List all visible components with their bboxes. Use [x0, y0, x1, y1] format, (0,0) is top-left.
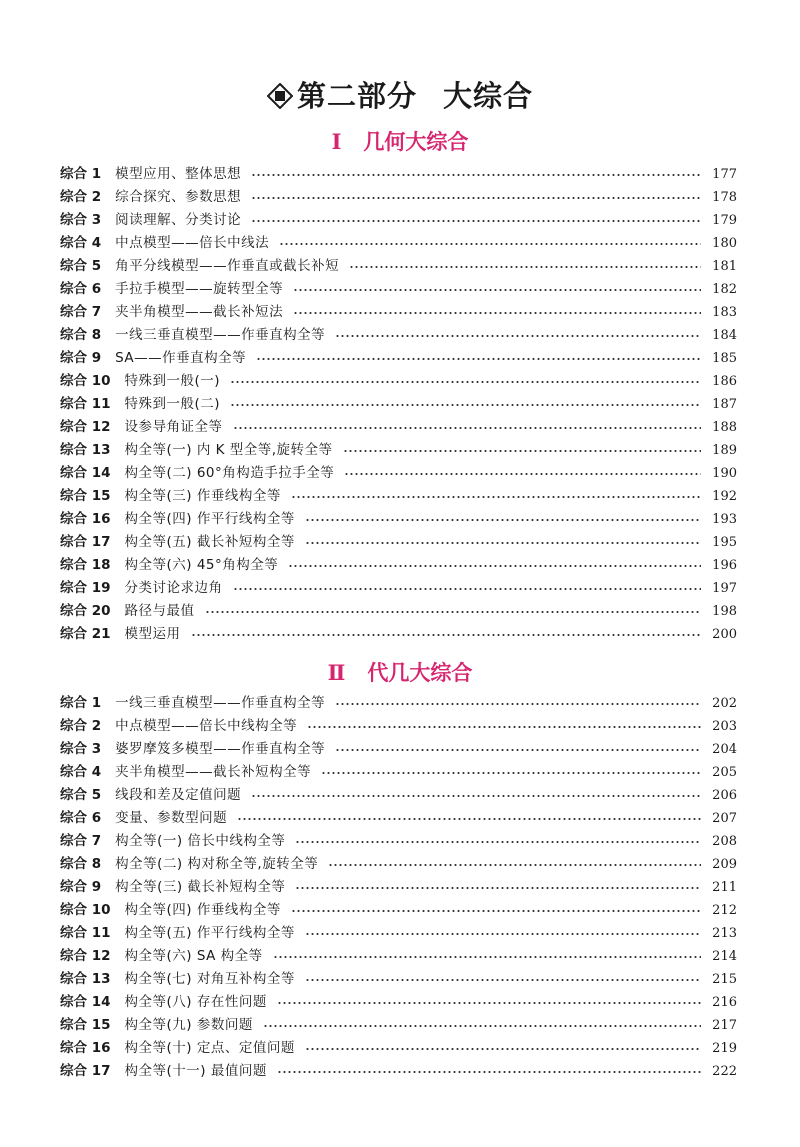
- dot-leader: [293, 312, 701, 314]
- dot-leader: [344, 473, 701, 475]
- toc-entry[interactable]: [60, 186, 737, 209]
- toc-entry[interactable]: [60, 232, 737, 255]
- toc-entry[interactable]: [60, 761, 737, 784]
- entry-title: 构全等(四) 作平行线构全等: [124, 511, 295, 527]
- entry-label: 综合 14: [60, 465, 111, 481]
- entry-title: 构全等(三) 作垂线构全等: [124, 488, 281, 504]
- entry-title: 构全等(二) 60°角构造手拉手全等: [124, 465, 335, 481]
- entry-label: 综合 18: [60, 557, 111, 573]
- toc-list-algebra-geometry: [60, 692, 737, 1083]
- entry-label: 综合 12: [60, 948, 111, 964]
- entry-label: 综合 10: [60, 373, 111, 389]
- dot-leader: [291, 496, 701, 498]
- entry-page-number: 196: [712, 558, 737, 573]
- dot-leader: [233, 588, 702, 590]
- entry-page-number: 200: [712, 627, 737, 642]
- dot-leader: [230, 381, 701, 383]
- entry-title: 构全等(二) 构对称全等,旋转全等: [115, 856, 319, 872]
- entry-page-number: 188: [712, 420, 737, 435]
- entry-page-number: 198: [712, 604, 737, 619]
- dot-leader: [305, 519, 701, 521]
- toc-entry[interactable]: [60, 991, 737, 1014]
- dot-leader: [328, 864, 701, 866]
- entry-page-number: 178: [712, 190, 737, 205]
- entry-title: 角平分线模型——作垂直或截长补短: [115, 258, 340, 274]
- entry-title: 特殊到一般(二): [124, 396, 221, 412]
- dot-leader: [305, 933, 701, 935]
- entry-title: 构全等(十) 定点、定值问题: [124, 1040, 295, 1056]
- toc-entry[interactable]: [60, 692, 737, 715]
- entry-label: 综合 8: [60, 856, 102, 872]
- toc-entry[interactable]: [60, 439, 737, 462]
- entry-label: 综合 6: [60, 810, 102, 826]
- entry-page-number: 197: [712, 581, 737, 596]
- dot-leader: [277, 1002, 701, 1004]
- dot-leader: [305, 1048, 701, 1050]
- entry-title: 路径与最值: [124, 603, 195, 619]
- entry-title: 夹半角模型——截长补短构全等: [115, 764, 312, 780]
- entry-label: 综合 4: [60, 764, 102, 780]
- entry-label: 综合 11: [60, 396, 111, 412]
- toc-entry[interactable]: [60, 1060, 737, 1083]
- dot-leader: [288, 565, 701, 567]
- entry-label: 综合 9: [60, 879, 102, 895]
- toc-entry[interactable]: [60, 554, 737, 577]
- dot-leader: [321, 772, 701, 774]
- toc-entry[interactable]: [60, 416, 737, 439]
- dot-leader: [349, 266, 701, 268]
- entry-page-number: 206: [712, 788, 737, 803]
- section-title-text: 几何大综合: [363, 130, 469, 154]
- entry-title: 婆罗摩笈多模型——作垂直构全等: [115, 741, 326, 757]
- entry-label: 综合 21: [60, 626, 111, 642]
- entry-label: 综合 1: [60, 695, 102, 711]
- dot-leader: [335, 703, 701, 705]
- entry-page-number: 217: [712, 1018, 737, 1033]
- dot-leader: [291, 910, 701, 912]
- entry-page-number: 219: [712, 1041, 737, 1056]
- dot-leader: [273, 956, 701, 958]
- toc-entry[interactable]: [60, 715, 737, 738]
- entry-page-number: 189: [712, 443, 737, 458]
- dot-leader: [295, 887, 701, 889]
- toc-entry[interactable]: [60, 738, 737, 761]
- section-2-title: [0, 657, 800, 687]
- entry-title: 综合探究、参数思想: [115, 189, 242, 205]
- entry-page-number: 187: [712, 397, 737, 412]
- entry-label: 综合 19: [60, 580, 111, 596]
- dot-leader: [263, 1025, 701, 1027]
- entry-label: 综合 16: [60, 511, 111, 527]
- entry-label: 综合 20: [60, 603, 111, 619]
- part-title-text: 第二部分: [296, 79, 417, 113]
- toc-entry[interactable]: [60, 1014, 737, 1037]
- entry-title: 模型应用、整体思想: [115, 166, 242, 182]
- dot-leader: [335, 749, 701, 751]
- entry-title: 线段和差及定值问题: [115, 787, 242, 803]
- entry-page-number: 205: [712, 765, 737, 780]
- section-title-text: 代几大综合: [367, 661, 473, 685]
- entry-label: 综合 13: [60, 971, 111, 987]
- entry-page-number: 192: [712, 489, 737, 504]
- entry-label: 综合 5: [60, 787, 102, 803]
- toc-entry[interactable]: [60, 876, 737, 899]
- dot-leader: [191, 634, 702, 636]
- toc-entry[interactable]: [60, 255, 737, 278]
- toc-entry[interactable]: [60, 830, 737, 853]
- entry-label: 综合 15: [60, 488, 111, 504]
- toc-entry[interactable]: [60, 462, 737, 485]
- toc-entry[interactable]: [60, 531, 737, 554]
- part-title-text2: 大综合: [443, 79, 534, 113]
- section-1-title: [0, 126, 800, 156]
- toc-entry[interactable]: [60, 278, 737, 301]
- entry-title: 构全等(六) SA 构全等: [124, 948, 263, 964]
- toc-entry[interactable]: [60, 347, 737, 370]
- entry-label: 综合 4: [60, 235, 102, 251]
- dot-leader: [295, 841, 701, 843]
- part-title: [0, 74, 800, 116]
- toc-entry[interactable]: [60, 370, 737, 393]
- entry-label: 综合 11: [60, 925, 111, 941]
- entry-label: 综合 5: [60, 258, 102, 274]
- entry-page-number: 180: [712, 236, 737, 251]
- dot-leader: [251, 795, 701, 797]
- entry-label: 综合 3: [60, 212, 102, 228]
- toc-entry[interactable]: [60, 623, 737, 646]
- dot-leader: [293, 289, 701, 291]
- entry-label: 综合 7: [60, 833, 102, 849]
- dot-leader: [205, 611, 702, 613]
- entry-page-number: 183: [712, 305, 737, 320]
- entry-title: 构全等(五) 作平行线构全等: [124, 925, 295, 941]
- entry-title: 构全等(九) 参数问题: [124, 1017, 253, 1033]
- entry-title: 手拉手模型——旋转型全等: [115, 281, 284, 297]
- dot-leader: [279, 243, 701, 245]
- entry-page-number: 204: [712, 742, 737, 757]
- entry-label: 综合 6: [60, 281, 102, 297]
- dot-leader: [343, 450, 701, 452]
- dot-leader: [307, 726, 701, 728]
- entry-title: SA——作垂直构全等: [115, 350, 247, 366]
- entry-label: 综合 16: [60, 1040, 111, 1056]
- toc-entry[interactable]: [60, 807, 737, 830]
- entry-page-number: 215: [712, 972, 737, 987]
- entry-label: 综合 13: [60, 442, 111, 458]
- toc-entry[interactable]: [60, 945, 737, 968]
- entry-label: 综合 15: [60, 1017, 111, 1033]
- entry-title: 构全等(五) 截长补短构全等: [124, 534, 295, 550]
- entry-title: 构全等(四) 作垂线构全等: [124, 902, 281, 918]
- entry-title: 模型运用: [124, 626, 181, 642]
- entry-title: 构全等(十一) 最值问题: [124, 1063, 267, 1079]
- dot-leader: [251, 197, 701, 199]
- dot-leader: [256, 358, 701, 360]
- entry-label: 综合 9: [60, 350, 102, 366]
- entry-title: 设参导角证全等: [124, 419, 223, 435]
- entry-page-number: 212: [712, 903, 737, 918]
- entry-page-number: 190: [712, 466, 737, 481]
- entry-page-number: 182: [712, 282, 737, 297]
- entry-label: 综合 12: [60, 419, 111, 435]
- toc-entry[interactable]: [60, 577, 737, 600]
- entry-label: 综合 1: [60, 166, 102, 182]
- entry-title: 变量、参数型问题: [115, 810, 228, 826]
- toc-entry[interactable]: [60, 393, 737, 416]
- toc-entry[interactable]: [60, 485, 737, 508]
- entry-title: 中点模型——倍长中线构全等: [115, 718, 298, 734]
- toc-entry[interactable]: [60, 163, 737, 186]
- toc-entry[interactable]: [60, 301, 737, 324]
- diamond-bullet-icon: [267, 82, 293, 116]
- entry-page-number: 222: [712, 1064, 737, 1079]
- toc-entry[interactable]: [60, 209, 737, 232]
- entry-page-number: 213: [712, 926, 737, 941]
- entry-page-number: 208: [712, 834, 737, 849]
- dot-leader: [233, 427, 702, 429]
- entry-label: 综合 10: [60, 902, 111, 918]
- dot-leader: [230, 404, 701, 406]
- entry-title: 特殊到一般(一): [124, 373, 221, 389]
- dot-leader: [305, 542, 701, 544]
- entry-title: 中点模型——倍长中线法: [115, 235, 270, 251]
- toc-entry[interactable]: [60, 324, 737, 347]
- toc-entry[interactable]: [60, 853, 737, 876]
- entry-page-number: 203: [712, 719, 737, 734]
- entry-page-number: 195: [712, 535, 737, 550]
- entry-page-number: 184: [712, 328, 737, 343]
- entry-title: 一线三垂直模型——作垂直构全等: [115, 327, 326, 343]
- entry-page-number: 181: [712, 259, 737, 274]
- dot-leader: [335, 335, 701, 337]
- entry-label: 综合 17: [60, 534, 111, 550]
- toc-entry[interactable]: [60, 922, 737, 945]
- toc-list-geometry: [60, 163, 737, 646]
- dot-leader: [277, 1071, 701, 1073]
- toc-entry[interactable]: [60, 508, 737, 531]
- entry-page-number: 177: [712, 167, 737, 182]
- entry-label: 综合 7: [60, 304, 102, 320]
- entry-title: 构全等(八) 存在性问题: [124, 994, 267, 1010]
- section-number: Ⅰ: [331, 129, 342, 154]
- entry-label: 综合 8: [60, 327, 102, 343]
- toc-entry[interactable]: [60, 600, 737, 623]
- entry-page-number: 193: [712, 512, 737, 527]
- entry-label: 综合 2: [60, 189, 102, 205]
- entry-title: 构全等(六) 45°角构全等: [124, 557, 279, 573]
- entry-title: 一线三垂直模型——作垂直构全等: [115, 695, 326, 711]
- entry-page-number: 216: [712, 995, 737, 1010]
- entry-title: 构全等(三) 截长补短构全等: [115, 879, 286, 895]
- entry-title: 分类讨论求边角: [124, 580, 223, 596]
- entry-page-number: 211: [712, 880, 737, 895]
- toc-entry[interactable]: [60, 968, 737, 991]
- dot-leader: [305, 979, 701, 981]
- entry-page-number: 209: [712, 857, 737, 872]
- entry-page-number: 202: [712, 696, 737, 711]
- entry-label: 综合 2: [60, 718, 102, 734]
- entry-label: 综合 14: [60, 994, 111, 1010]
- toc-entry[interactable]: [60, 899, 737, 922]
- dot-leader: [251, 220, 701, 222]
- entry-page-number: 179: [712, 213, 737, 228]
- entry-title: 构全等(一) 内 K 型全等,旋转全等: [124, 442, 333, 458]
- toc-entry[interactable]: [60, 784, 737, 807]
- entry-title: 夹半角模型——截长补短法: [115, 304, 284, 320]
- entry-page-number: 185: [712, 351, 737, 366]
- dot-leader: [251, 174, 701, 176]
- entry-label: 综合 3: [60, 741, 102, 757]
- section-number: Ⅱ: [327, 660, 346, 685]
- entry-title: 阅读理解、分类讨论: [115, 212, 242, 228]
- entry-title: 构全等(一) 倍长中线构全等: [115, 833, 286, 849]
- entry-label: 综合 17: [60, 1063, 111, 1079]
- entry-page-number: 207: [712, 811, 737, 826]
- entry-page-number: 186: [712, 374, 737, 389]
- entry-title: 构全等(七) 对角互补构全等: [124, 971, 295, 987]
- entry-page-number: 214: [712, 949, 737, 964]
- dot-leader: [237, 818, 701, 820]
- toc-entry[interactable]: [60, 1037, 737, 1060]
